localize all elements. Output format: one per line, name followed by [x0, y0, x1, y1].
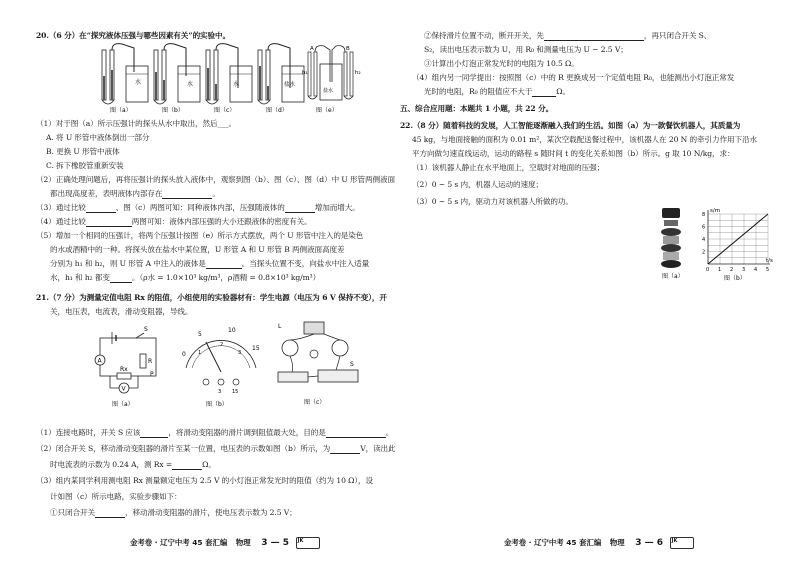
q21-p2	[36, 444, 396, 454]
q21-header-2: 关，电压表，电流表，滑动变阻器，导线。	[50, 307, 193, 316]
x-tick-label: 4	[754, 267, 758, 273]
terminal-label: 15	[232, 389, 239, 395]
q21-step1-text-b: ，移动滑动变阻器的滑片，使电压表示数为 2.5 V；	[124, 508, 297, 517]
q20-p5-line1: （5）增加一个相同的压强计，将两个压强计按图（e）所示方式摆放，两个 U 形管中注入的是染色	[36, 231, 364, 240]
x-tick-label: 3	[742, 267, 746, 273]
h2-label: h₂	[355, 70, 361, 76]
resistor-label: R	[148, 358, 153, 365]
q20-p3-text: （3）通过比较	[36, 203, 86, 212]
x-tick-label: 0	[706, 267, 710, 273]
q21-step1-blank[interactable]	[95, 509, 125, 518]
q21-s4-blank[interactable]	[532, 88, 556, 97]
scale-subtick: 2	[220, 342, 224, 348]
q21-p3-line1: （3）组内某同学利用测电阻 Rx 测量额定电压为 2.5 V 的小灯泡正常发光时的阻值（约为 10 Ω），设	[36, 476, 374, 485]
q22-item3: （3）0 ~ 5 s 内，驱动力对该机器人所做的功。	[412, 197, 573, 206]
q20-figures	[100, 42, 360, 114]
q22-item1: （1）该机器人静止在水平地面上，空载时对地面的压强；	[412, 163, 605, 172]
q20-p5-text: 分别为 h₁ 和 h₂，则 U 形管 A 中注入的液体是	[50, 259, 206, 268]
q20-p4-text-b: 两图可知：液体内部压强的大小还跟液体的密度有关。	[131, 217, 312, 226]
fig-caption: 图（b）	[724, 275, 746, 282]
q20-p5-text-4: 水，h₁ 和 h₂ 都变	[50, 273, 110, 282]
ammeter-icon: A	[97, 357, 102, 365]
scale-tick: 10	[228, 327, 236, 334]
q20-option-a: A. 将 U 形管中液体倒出一部分	[46, 133, 150, 142]
q21-header: 21.（7 分）为测量定值电阻 Rx 的阻值，小组使用的实验器材有：学生电源（电压为 6 V 保持不变），开	[36, 293, 387, 302]
scale-tick: 5	[198, 331, 202, 338]
y-tick-label: 2	[702, 249, 706, 256]
q21-fig-a	[84, 318, 164, 410]
h1-label: h₁	[302, 70, 308, 76]
q22-header	[400, 121, 740, 131]
q21-s2-blank[interactable]	[544, 32, 644, 41]
logo-text: JK	[297, 538, 304, 544]
q20-p3-blank2[interactable]	[285, 204, 315, 213]
scale-subtick: 3	[238, 350, 242, 356]
voltmeter-icon: V	[121, 385, 126, 393]
q20-p3-blank1[interactable]	[86, 204, 116, 213]
switch-label: S	[350, 361, 354, 368]
logo-text: JK	[671, 538, 678, 544]
q21-p1-text-b: ，将滑动变阻器的滑片调到阻值最大处，目的是	[168, 428, 326, 437]
q22-line2: 45 kg，与地面接触的面积为 0.01 m²，某次空载配送餐过程中，该机器人在 20 N 的牵引力作用下沿水	[412, 135, 757, 144]
scale-tick: 0	[182, 351, 186, 358]
fig-caption: 图（a）	[662, 273, 684, 280]
q21-p2-line2	[50, 460, 216, 470]
y-tick-label: 8	[702, 212, 706, 218]
q20-header: 20.（6 分）在“探究液体压强与哪些因素有关”的实验中。	[36, 31, 231, 40]
q21-p2-text-b: V，读出此	[360, 444, 396, 453]
fig-caption: 图（e）	[316, 107, 338, 114]
q20-fig-b	[154, 44, 200, 114]
publisher-logo-icon	[296, 537, 320, 549]
graph-y-label: s/m	[710, 208, 721, 214]
terminal-label: 3	[218, 389, 222, 395]
fig-caption: 图（a）	[110, 107, 132, 114]
right-page	[400, 0, 800, 566]
q20-p5-line4	[50, 273, 320, 283]
q20-p2-text: 都出现高度差，表明液体内部存在	[50, 189, 163, 198]
robot-figure	[654, 206, 694, 282]
fig-caption: 图（b）	[206, 401, 228, 408]
right-footer	[504, 537, 694, 549]
q21-fig-c	[268, 314, 368, 410]
lamp-label: L	[278, 323, 282, 330]
q21-p3-step1	[50, 508, 297, 518]
q21-s4-end: Ω。	[556, 87, 570, 96]
liquid-label: 水	[135, 79, 142, 86]
q21-p2-blank1[interactable]	[330, 445, 360, 454]
q21-s2-line2: S₂，读出电压表示数为 U，用 R₀ 和测量电压为 U − 2.5 V；	[424, 45, 628, 54]
q21-p1-text: （1）连接电路时，开关 S 应该	[36, 428, 141, 437]
q21-p2-blank2[interactable]	[172, 461, 202, 470]
fig-caption: 图（c）	[214, 107, 236, 114]
footer-page: 3 — 5	[261, 538, 290, 548]
fig-caption: 图（c）	[304, 399, 326, 406]
q20-p2-line2	[50, 189, 220, 199]
q21-p3-line2: 计如图（c）所示电路，实验步骤如下：	[50, 492, 182, 501]
rx-label: Rx	[120, 366, 128, 373]
q20-p4-blank[interactable]	[86, 218, 132, 227]
left-footer	[130, 537, 320, 549]
q20-p2-end: 。	[212, 189, 220, 198]
switch-label: S	[144, 326, 148, 333]
q20-p4	[36, 217, 312, 227]
q22-line3: 平方向做匀速直线运动，运动的路程 s 随时间 t 的变化关系如图（b）所示。g 取 10 N/kg，求：	[412, 149, 735, 158]
footer-subject: 物理	[235, 538, 251, 547]
q20-p2-line1: （2）正确处理问题后，再将压强计的探头放入液体中，观察到图（b）、图（c）、图（d）中 U 形管两侧液面	[36, 175, 395, 184]
q21-s2	[424, 31, 711, 41]
q20-p5-text-b: 。当探头位置不变，向盐水中注入适量	[241, 259, 370, 268]
q21-s4-text: 光时的电阻，R₀ 的阻值应不大于	[424, 87, 533, 96]
q20-p3	[36, 203, 360, 213]
st-graph	[696, 204, 776, 282]
q21-step1-text: ①只闭合开关	[50, 508, 95, 517]
q20-p5-blank1[interactable]	[206, 260, 242, 269]
q20-p4-text: （4）通过比较	[36, 217, 86, 226]
publisher-logo-icon	[670, 537, 694, 549]
scale-tick: 15	[252, 345, 260, 352]
q21-p2-text-2: 时电流表的示数为 0.24 A，测 Rx =	[50, 460, 173, 469]
q20-p1-line1: （1）对于图（a）所示压强计的探头从水中取出，然后___。	[36, 119, 237, 128]
q20-p2-blank[interactable]	[162, 190, 212, 199]
fig-caption: 图（d）	[266, 107, 288, 114]
tube-a-label: A	[310, 46, 314, 52]
section-5-heading: 五、综合应用题：本题共 1 小题，共 22 分。	[400, 104, 554, 113]
y-tick-label: 6	[702, 224, 706, 231]
x-tick-label: 5	[766, 267, 770, 273]
liquid-label: 水	[187, 81, 194, 88]
liquid-label: 盐水	[284, 82, 296, 88]
q21-fig-b	[176, 316, 266, 410]
q20-p3-text-b: 、图（c）两图可知：同种液体内部，压强随液体的	[115, 203, 285, 212]
q21-p2-text: （2）闭合开关 S，移动滑动变阻器的滑片至某一位置，电压表的示数如图（b）所示，为	[36, 444, 331, 453]
tube-b-label: B	[346, 46, 350, 52]
q20-p5-line2: 的水或酒精中的一种。将探头放在盐水中某位置，U 形管 A 和 U 形管 B 两侧液面高度差	[50, 245, 345, 254]
q20-p3-text-c: 增加而增大。	[314, 203, 360, 212]
q20-fig-c	[206, 44, 252, 114]
q21-p1	[36, 428, 393, 438]
footer-title: 金考卷 · 辽宁中考 45 套汇编	[504, 538, 602, 547]
q21-s3: ③计算出小灯泡正常发光时的电阻为 10.5 Ω。	[424, 59, 579, 68]
liquid-label: 盐水	[323, 88, 334, 94]
footer-title: 金考卷 · 辽宁中考 45 套汇编	[130, 538, 228, 547]
x-tick-label: 1	[718, 267, 722, 273]
q21-s2-text-b: ，再只闭合开关 S、	[643, 31, 712, 40]
q21-p1-blank1[interactable]	[140, 429, 168, 438]
q21-p1-blank2[interactable]	[326, 429, 386, 438]
q21-s4-line2	[424, 87, 570, 97]
q22-header-text: 22.（8 分）随着科技的发展，人工智能逐渐融入我们的生活。如图（a）为一款餐饮机器人，其质量为	[400, 121, 741, 130]
q20-p5-line3	[50, 259, 369, 269]
y-tick-label: 4	[702, 237, 706, 243]
q21-p1-end: 。	[385, 428, 394, 437]
q21-s2-text: ②保持滑片位置不动，断开开关，先	[424, 31, 544, 40]
liquid-label: 水	[233, 81, 240, 88]
footer-page: 3 — 6	[635, 538, 664, 548]
graph-x-label: t/s	[766, 258, 773, 264]
q20-p5-text-4b: 。（ρ水 = 1.0×10³ kg/m³，ρ酒精 = 0.8×10³ kg/m³）	[131, 273, 321, 282]
q20-option-b: B. 更换 U 形管中液体	[46, 147, 120, 156]
q20-fig-d	[258, 44, 304, 114]
q20-fig-a	[102, 44, 148, 114]
scale-subtick: 1	[198, 350, 202, 356]
q20-fig-e	[302, 46, 361, 114]
q20-option-c: C. 拆下橡胶管重新安装	[46, 161, 124, 170]
q21-s4-line1: （4）组内另一同学提出：按照图（c）中的 R 更换成另一个定值电阻 R₀，也能测出小灯泡正常发	[412, 73, 735, 82]
footer-subject: 物理	[609, 538, 625, 547]
x-tick-label: 2	[730, 267, 734, 273]
fig-caption: 图（a）	[112, 401, 134, 408]
q21-p2-text-2b: Ω。	[202, 460, 216, 469]
q22-item2: （2）0 ~ 5 s 内，机器人运动的速度；	[412, 180, 543, 189]
fig-caption: 图（b）	[162, 107, 184, 114]
slider-label: P	[150, 371, 154, 378]
q20-p5-blank2[interactable]	[110, 274, 132, 283]
